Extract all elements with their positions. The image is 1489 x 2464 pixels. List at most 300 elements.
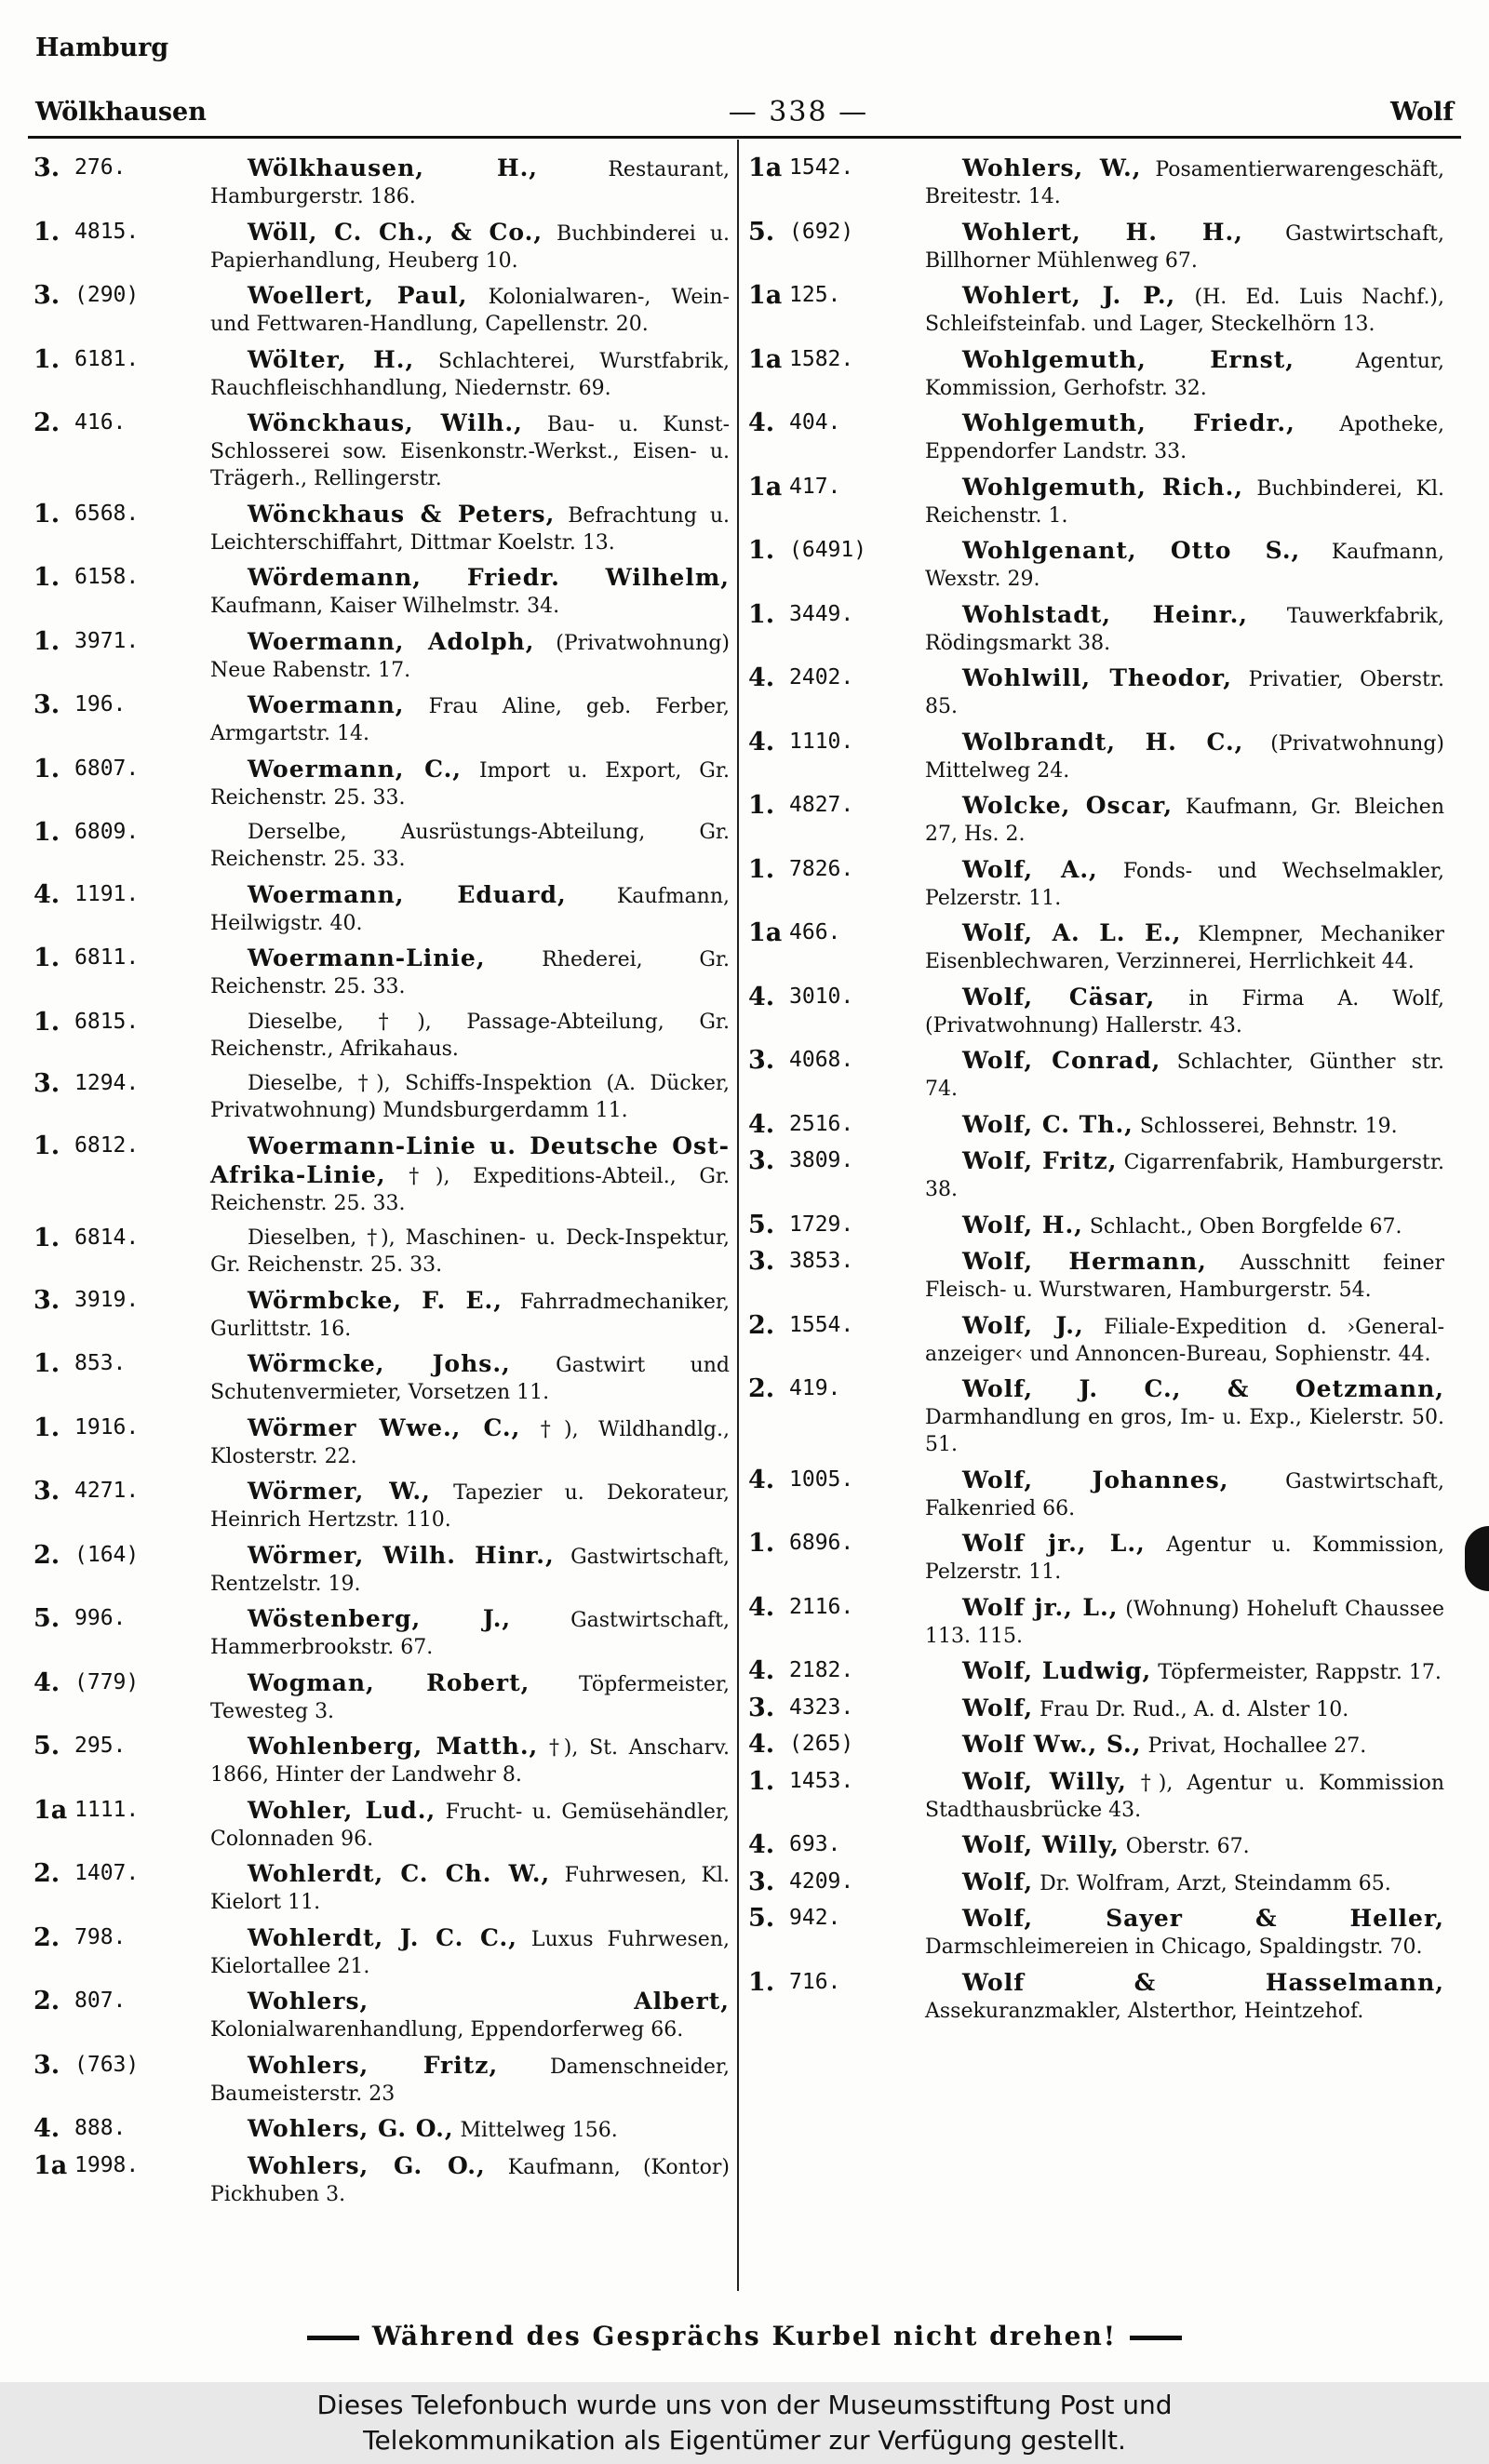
directory-entry <box>748 1657 1444 1686</box>
subscriber-name: Wolf, Willy, <box>962 1831 1120 1858</box>
entry-text <box>136 1924 730 1980</box>
phone-number: 807. <box>74 1989 127 2013</box>
exchange-code: 4. <box>748 1465 775 1494</box>
entry-details: Bau- u. Kunst-Schlosserei sow. Eisenkonstr.-Werkst., Eisen- u. Trägerh., Rellingerstr. <box>210 413 731 490</box>
exchange-code: 4. <box>34 879 60 909</box>
entry-text <box>136 1414 730 1470</box>
exchange-code: 2. <box>34 1987 60 2015</box>
directory-entry <box>34 409 730 492</box>
entry-details: †), St. Anscharv. 1866, Hinter der Landwehr 8. <box>210 1736 731 1787</box>
phone-number: (692) <box>789 219 854 244</box>
phone-number: 3853. <box>789 1249 854 1273</box>
phone-number: 1005. <box>789 1466 854 1492</box>
entry-text <box>136 409 730 492</box>
entry-details: Gastwirtschaft, Billhorner Mühlenweg 67. <box>925 221 1444 273</box>
entry-text <box>851 537 1444 593</box>
entry-text <box>136 2152 730 2208</box>
entry-text <box>851 664 1444 720</box>
exchange-code: 4. <box>748 663 775 692</box>
directory-entry <box>34 1669 730 1725</box>
entry-text <box>136 944 730 1000</box>
directory-entry <box>34 628 730 684</box>
entry-details: Klempner, Mechaniker Eisenblechwaren, Verzinnerei, Herrlichkeit 44. <box>925 923 1444 973</box>
exchange-code: 3. <box>34 1285 60 1315</box>
entry-details: †), Agentur u. Kommission Stadthausbrücke 43. <box>925 1771 1444 1822</box>
directory-entry <box>748 1248 1444 1304</box>
subscriber-name: Wolf, Willy, <box>962 1767 1127 1795</box>
entry-text <box>136 756 730 811</box>
entry-details: Kaufmann, (Kontor) Pickhuben 3. <box>210 2155 730 2206</box>
phone-number: 4323. <box>789 1694 854 1720</box>
subscriber-name: Wörmcke, Johs., <box>248 1350 511 1377</box>
phone-number: 2516. <box>789 1111 854 1136</box>
entry-text <box>136 1988 730 2043</box>
entry-text <box>851 601 1444 657</box>
entry-text <box>851 729 1444 784</box>
exchange-code: 1. <box>34 626 60 656</box>
entry-details: Schlacht., Oben Borgfelde 67. <box>1089 1214 1402 1239</box>
exchange-code: 1a <box>748 281 783 310</box>
phone-number: 693. <box>789 1832 841 1856</box>
phone-number: 1582. <box>789 346 854 371</box>
directory-entry <box>748 1831 1444 1860</box>
entry-details: Darmschleimereien in Chicago, Spaldingstr. 70. <box>925 1935 1423 1959</box>
phone-number: 276. <box>74 155 127 180</box>
directory-entry <box>34 2052 730 2108</box>
exchange-code: 1. <box>34 944 60 972</box>
exchange-code: 2. <box>34 1922 60 1952</box>
entry-details: Darmhandlung en gros, Im- u. Exp., Kielerstr. 50. 51. <box>925 1406 1444 1456</box>
entry-details: Privat, Hochallee 27. <box>1147 1734 1367 1758</box>
exchange-code: 1a <box>34 1795 68 1825</box>
exchange-code: 5. <box>748 217 775 247</box>
subscriber-name: Wohlenberg, Matth., <box>248 1733 539 1760</box>
subscriber-name: Woermann, Adolph, <box>248 627 535 655</box>
subscriber-name: Wolf jr., L., <box>962 1593 1119 1621</box>
entry-details: Kaufmann, Wexstr. 29. <box>925 541 1444 591</box>
subscriber-name: Wolf, Fritz, <box>962 1147 1118 1174</box>
phone-number: 6809. <box>74 820 140 844</box>
phone-number: (779) <box>74 1669 140 1694</box>
entry-details: Schlachterei, Wurstfabrik, Rauchfleischhandlung, Niedernstr. 69. <box>210 349 730 400</box>
exchange-code: 4. <box>34 1667 60 1697</box>
subscriber-name: Wolf, Sayer & Heller, <box>962 1905 1444 1932</box>
subscriber-name: Wohlerdt, C. Ch. W., <box>248 1860 551 1887</box>
entry-details: Töpfermeister, Rappstr. 17. <box>1158 1661 1442 1684</box>
footer-dash-right <box>1130 2336 1182 2340</box>
subscriber-name: Wohlers, G. O., <box>248 2151 486 2179</box>
entry-details: Gastwirtschaft, Falkenried 66. <box>925 1469 1444 1520</box>
phone-number: 6896. <box>789 1531 854 1555</box>
exchange-code: 4. <box>748 982 775 1011</box>
directory-entry <box>34 944 730 1000</box>
phone-number: (763) <box>74 2052 140 2077</box>
phone-number: 996. <box>74 1606 127 1630</box>
entry-details: Kolonialwaren-, Wein- und Fettwaren-Handlung, Capellenstr. 20. <box>210 286 730 336</box>
entry-details: Mittelweg 156. <box>460 2119 618 2142</box>
phone-number: 416. <box>74 410 127 435</box>
entry-details: Dr. Wolfram, Arzt, Steindamm 65. <box>1040 1871 1391 1895</box>
phone-number: 2182. <box>789 1658 854 1682</box>
entry-details: Derselbe, Ausrüstungs-Abteilung, Gr. Reichenstr. 25. 33. <box>210 821 730 871</box>
phone-number: 1453. <box>789 1768 854 1793</box>
subscriber-name: Wolf, <box>962 1694 1034 1721</box>
entry-details: (Privatwohnung) Mittelweg 24. <box>925 731 1444 783</box>
directory-entry <box>748 664 1444 720</box>
exchange-code: 1a <box>748 154 783 182</box>
directory-entry <box>34 154 730 210</box>
exchange-code: 4. <box>748 408 775 437</box>
directory-entry <box>34 1070 730 1124</box>
entry-text <box>136 881 730 937</box>
phone-number: (265) <box>789 1732 854 1756</box>
entry-text <box>136 1287 730 1343</box>
subscriber-name: Wördemann, Friedr. Wilhelm, <box>248 564 730 591</box>
phone-number: 2402. <box>789 665 854 690</box>
directory-entry <box>748 1111 1444 1140</box>
entry-text <box>851 154 1444 210</box>
subscriber-name: Wohlers, Fritz, <box>248 2051 499 2079</box>
exchange-code: 5. <box>748 1904 775 1933</box>
phone-number: 1998. <box>74 2152 140 2177</box>
entry-details: Tauwerkfabrik, Rödingsmarkt 38. <box>925 604 1444 655</box>
directory-entry <box>34 819 730 873</box>
directory-entry <box>748 1731 1444 1760</box>
subscriber-name: Wohlwill, Theodor, <box>962 664 1232 691</box>
phone-number: 888. <box>74 2116 127 2140</box>
phone-number: 6568. <box>74 501 140 526</box>
entry-details: (H. Ed. Luis Nachf.), Schleifsteinfab. und Lager, Steckelhörn 13. <box>925 286 1445 336</box>
entry-text <box>136 819 730 873</box>
directory-entry <box>748 154 1444 210</box>
phone-number: (290) <box>74 283 140 307</box>
exchange-code: 2. <box>34 1540 60 1570</box>
exchange-code: 1. <box>748 854 775 884</box>
entry-text <box>136 1070 730 1124</box>
subscriber-name: Wohlert, J. P., <box>962 282 1176 309</box>
entry-details: (Wohnung) Hoheluft Chaussee 113. 115. <box>925 1597 1444 1648</box>
entry-text <box>136 1478 730 1533</box>
entry-details: Agentur, Kommission, Gerhofstr. 32. <box>925 349 1444 400</box>
entry-details: Agentur u. Kommission, Pelzerstr. 11. <box>925 1533 1444 1584</box>
exchange-code: 3. <box>748 1867 775 1896</box>
directory-entry <box>34 1132 730 1217</box>
subscriber-name: Wolf, J., <box>962 1311 1084 1339</box>
exchange-code: 2. <box>34 408 60 437</box>
exchange-code: 1. <box>34 1349 60 1378</box>
entry-text <box>136 1225 730 1279</box>
entry-text <box>851 919 1444 975</box>
exchange-code: 1. <box>34 217 60 247</box>
entry-details: (Privatwohnung) Neue Rabenstr. 17. <box>210 631 730 682</box>
phone-number: 942. <box>789 1906 841 1930</box>
directory-entry <box>34 346 730 402</box>
entry-details: Töpfermeister, Tewesteg 3. <box>210 1672 730 1723</box>
entry-details: in Firma A. Wolf, (Privatwohnung) Hallerstr. 43. <box>925 986 1444 1038</box>
entry-text <box>851 1466 1444 1522</box>
exchange-code: 1. <box>34 754 60 783</box>
directory-entry <box>34 2115 730 2144</box>
entry-text <box>851 1868 1444 1897</box>
column-separator <box>737 140 739 2291</box>
exchange-code: 3. <box>34 2050 60 2080</box>
entry-text <box>851 1212 1444 1240</box>
exchange-code: 1. <box>34 818 60 847</box>
left-column <box>34 154 730 2216</box>
exchange-code: 1. <box>34 563 60 592</box>
entry-text <box>851 1047 1444 1103</box>
directory-entry <box>34 756 730 811</box>
entry-text <box>136 1350 730 1406</box>
right-keyword: Wolf <box>1389 97 1454 127</box>
phone-number: 6812. <box>74 1132 140 1158</box>
subscriber-name: Wolf, C. Th., <box>962 1110 1134 1138</box>
subscriber-name: Wohlgemuth, Ernst, <box>962 345 1294 373</box>
subscriber-name: Wolf & Hasselmann, <box>962 1968 1444 1996</box>
phone-number: 1294. <box>74 1071 140 1095</box>
directory-entry <box>34 1542 730 1598</box>
subscriber-name: Wörmbcke, F. E., <box>248 1286 503 1314</box>
directory-entry <box>748 601 1444 657</box>
entry-details: Fonds- und Wechselmakler, Pelzerstr. 11. <box>925 859 1444 910</box>
subscriber-name: Wohlers, G. O., <box>248 2115 454 2142</box>
phone-number: 3010. <box>789 984 854 1009</box>
entry-details: Dieselbe, †), Passage-Abteilung, Gr. Reichenstr., Afrikahaus. <box>210 1010 730 1061</box>
subscriber-name: Wolf, A. L. E., <box>962 919 1182 946</box>
entry-details: Dieselben, †), Maschinen- u. Deck-Inspektur, Gr. Reichenstr. 25. 33. <box>210 1226 730 1277</box>
phone-number: 4209. <box>789 1868 854 1894</box>
phone-number: 6815. <box>74 1009 140 1034</box>
entry-details: Assekuranzmakler, Alsterthor, Heintzehof. <box>925 1999 1364 2023</box>
header-rule <box>28 136 1461 139</box>
exchange-code: 3. <box>34 154 60 182</box>
directory-entry <box>748 729 1444 784</box>
subscriber-name: Wolf jr., L., <box>962 1530 1146 1557</box>
subscriber-name: Wohlgemuth, Rich., <box>962 473 1243 501</box>
exchange-code: 4. <box>748 1656 775 1685</box>
entry-text <box>851 792 1444 848</box>
entry-text <box>851 1768 1444 1824</box>
entry-details: Gastwirtschaft, Hammerbrookstr. 67. <box>210 1609 730 1659</box>
phone-number: 196. <box>74 692 127 716</box>
phone-number: 1110. <box>789 729 854 754</box>
entry-details: Frau Aline, geb. Ferber, Armgartstr. 14. <box>210 695 730 745</box>
phone-number: 6807. <box>74 756 140 781</box>
left-keyword: Wölkhausen <box>35 97 207 127</box>
subscriber-name: Wolf, J. C., & Oetzmann, <box>962 1375 1444 1402</box>
entry-text <box>851 1312 1444 1368</box>
exchange-code: 2. <box>748 1374 775 1403</box>
exchange-code: 3. <box>34 1477 60 1506</box>
entry-details: Kaufmann, Heilwigstr. 40. <box>210 884 731 935</box>
directory-entry <box>748 1969 1444 2025</box>
entry-details: Damenschneider, Baumeisterstr. 23 <box>210 2055 731 2106</box>
phone-number: 1542. <box>789 155 854 180</box>
directory-entry <box>748 474 1444 529</box>
directory-entry <box>748 1905 1444 1961</box>
phone-number: 4271. <box>74 1479 140 1503</box>
phone-number: 4827. <box>789 793 854 817</box>
entry-details: Rhederei, Gr. Reichenstr. 25. 33. <box>210 948 730 998</box>
subscriber-name: Wohlert, H. H., <box>962 218 1243 246</box>
entry-text <box>851 346 1444 402</box>
directory-entry <box>34 1350 730 1406</box>
entry-details: †), Wildhandlg., Klosterstr. 22. <box>210 1417 730 1468</box>
directory-entry <box>748 1694 1444 1723</box>
running-header <box>35 91 1454 132</box>
directory-entry <box>748 1147 1444 1203</box>
phone-number: 1111. <box>74 1797 140 1822</box>
subscriber-name: Woermann, C., <box>248 755 463 783</box>
subscriber-name: Woermann-Linie u. Deutsche Ost-Afrika-Linie, <box>210 1132 730 1188</box>
entry-details: Fuhrwesen, Kl. Kielort 11. <box>210 1864 730 1914</box>
entry-details: Buchbinderei u. Papierhandlung, Heuberg 10. <box>210 221 731 273</box>
entry-details: †), Expeditions-Abteil., Gr. Reichenstr. 25. 33. <box>210 1164 731 1215</box>
subscriber-name: Woellert, Paul, <box>248 282 468 309</box>
phone-number: 3971. <box>74 628 140 653</box>
entry-details: Befrachtung u. Leichterschiffahrt, Dittmar Koelstr. 13. <box>210 503 730 555</box>
directory-entry <box>34 881 730 937</box>
city-header: Hamburg <box>35 33 169 62</box>
directory-entry <box>748 1312 1444 1368</box>
phone-number: 3809. <box>789 1148 854 1172</box>
directory-entry <box>34 1988 730 2043</box>
exchange-code: 1a <box>34 2150 68 2180</box>
exchange-code: 1. <box>34 1413 60 1442</box>
phone-number: 1554. <box>789 1312 854 1337</box>
phone-number: (164) <box>74 1542 140 1567</box>
entry-details: Luxus Fuhrwesen, Kielortallee 21. <box>210 1927 730 1978</box>
entry-text <box>136 1797 730 1853</box>
exchange-code: 3. <box>34 690 60 719</box>
directory-entry <box>748 919 1444 975</box>
entry-text <box>136 219 730 275</box>
subscriber-name: Wolf, Conrad, <box>962 1047 1161 1074</box>
phone-number: (6491) <box>789 538 867 562</box>
subscriber-name: Woermann, Eduard, <box>248 880 567 908</box>
subscriber-name: Wolf, Ludwig, <box>962 1657 1152 1684</box>
page-number: — 338 — <box>728 95 869 128</box>
exchange-code: 3. <box>748 1046 775 1075</box>
directory-entry <box>34 1860 730 1916</box>
directory-entry <box>748 219 1444 275</box>
exchange-code: 2. <box>748 1310 775 1340</box>
subscriber-name: Wönckhaus & Peters, <box>248 500 556 528</box>
phone-number: 6158. <box>74 565 140 589</box>
subscriber-name: Wolcke, Oscar, <box>962 792 1174 819</box>
entry-text <box>136 628 730 684</box>
footer-dash-left <box>307 2336 359 2340</box>
phone-number: 2116. <box>789 1594 854 1619</box>
footer-notice <box>0 2321 1489 2351</box>
binding-hole-mark <box>1465 1526 1489 1591</box>
entry-details: Ausschnitt feiner Fleisch- u. Wurstwaren, Hamburgerstr. 54. <box>925 1252 1444 1302</box>
directory-entry <box>748 1530 1444 1586</box>
entry-text <box>851 474 1444 529</box>
exchange-code: 1. <box>34 1224 60 1252</box>
directory-entry <box>34 1797 730 1853</box>
entry-text <box>851 409 1444 465</box>
entry-details: Kaufmann, Gr. Bleichen 27, Hs. 2. <box>925 796 1444 846</box>
entry-text <box>851 1831 1444 1860</box>
entry-details: Oberstr. 67. <box>1125 1835 1250 1858</box>
entry-text <box>136 154 730 210</box>
phone-number: 4068. <box>789 1048 854 1072</box>
phone-number: 853. <box>74 1351 127 1375</box>
credit-line-2: Telekommunikation als Eigentümer zur Verfügung gestellt. <box>363 2425 1126 2456</box>
directory-entry <box>34 1009 730 1063</box>
phone-number: 419. <box>789 1376 841 1400</box>
subscriber-name: Wogman, Robert, <box>248 1668 530 1696</box>
exchange-code: 3. <box>748 1693 775 1722</box>
exchange-code: 1. <box>748 536 775 565</box>
entry-text <box>851 1530 1444 1586</box>
subscriber-name: Wohlstadt, Heinr., <box>962 600 1248 628</box>
entry-text <box>851 1594 1444 1650</box>
subscriber-name: Wönckhaus, Wilh., <box>248 409 523 436</box>
subscriber-name: Wohlgemuth, Friedr., <box>962 409 1295 436</box>
exchange-code: 3. <box>748 1247 775 1276</box>
entry-text <box>851 219 1444 275</box>
entry-text <box>136 1733 730 1788</box>
directory-entry <box>34 1733 730 1788</box>
entry-details: Gastwirt und Schutenvermieter, Vorsetzen 11. <box>210 1354 730 1404</box>
subscriber-name: Wolf, A., <box>962 855 1098 883</box>
entry-text <box>136 282 730 338</box>
phone-number: 798. <box>74 1924 127 1949</box>
phone-number: 417. <box>789 474 841 499</box>
entry-text <box>136 564 730 620</box>
entry-text <box>136 501 730 556</box>
entry-details: Schlachter, Günther str. 74. <box>925 1051 1445 1101</box>
entry-text <box>136 1860 730 1916</box>
entry-text <box>851 1657 1444 1686</box>
directory-entry <box>748 282 1444 338</box>
entry-text <box>136 1132 730 1217</box>
directory-entry <box>34 691 730 747</box>
entry-details: Buchbinderei, Kl. Reichenstr. 1. <box>925 476 1444 528</box>
exchange-code: 5. <box>34 1732 60 1761</box>
entry-details: Posamentierwarengeschäft, Breitestr. 14. <box>925 158 1444 208</box>
phone-number: 295. <box>74 1734 127 1758</box>
exchange-code: 5. <box>748 1210 775 1239</box>
directory-entry <box>34 1924 730 1980</box>
entry-text <box>136 1009 730 1063</box>
right-column <box>748 154 1444 2032</box>
entry-details: Fahrradmechaniker, Gurlittstr. 16. <box>210 1290 730 1341</box>
subscriber-name: Wolf, H., <box>962 1211 1083 1239</box>
subscriber-name: Woermann, <box>248 691 405 718</box>
subscriber-name: Wohler, Lud., <box>248 1796 436 1824</box>
footer-notice-text: Während des Gesprächs Kurbel nicht drehen! <box>371 2321 1118 2351</box>
directory-entry <box>748 1466 1444 1522</box>
directory-entry <box>748 792 1444 848</box>
subscriber-name: Wolf, <box>962 1868 1034 1895</box>
subscriber-name: Wöll, C. Ch., & Co., <box>248 218 543 246</box>
entry-text <box>851 1375 1444 1458</box>
subscriber-name: Woermann-Linie, <box>248 944 486 971</box>
directory-entry <box>34 1287 730 1343</box>
directory-entry <box>748 409 1444 465</box>
phone-number: 125. <box>789 283 841 307</box>
subscriber-name: Wolf, Cäsar, <box>962 983 1156 1011</box>
phone-number: 716. <box>789 1969 841 1994</box>
entry-text <box>851 1147 1444 1203</box>
directory-entry <box>34 501 730 556</box>
phone-number: 6181. <box>74 346 140 371</box>
exchange-code: 1. <box>748 1529 775 1558</box>
subscriber-name: Wohlers, W., <box>962 154 1142 181</box>
